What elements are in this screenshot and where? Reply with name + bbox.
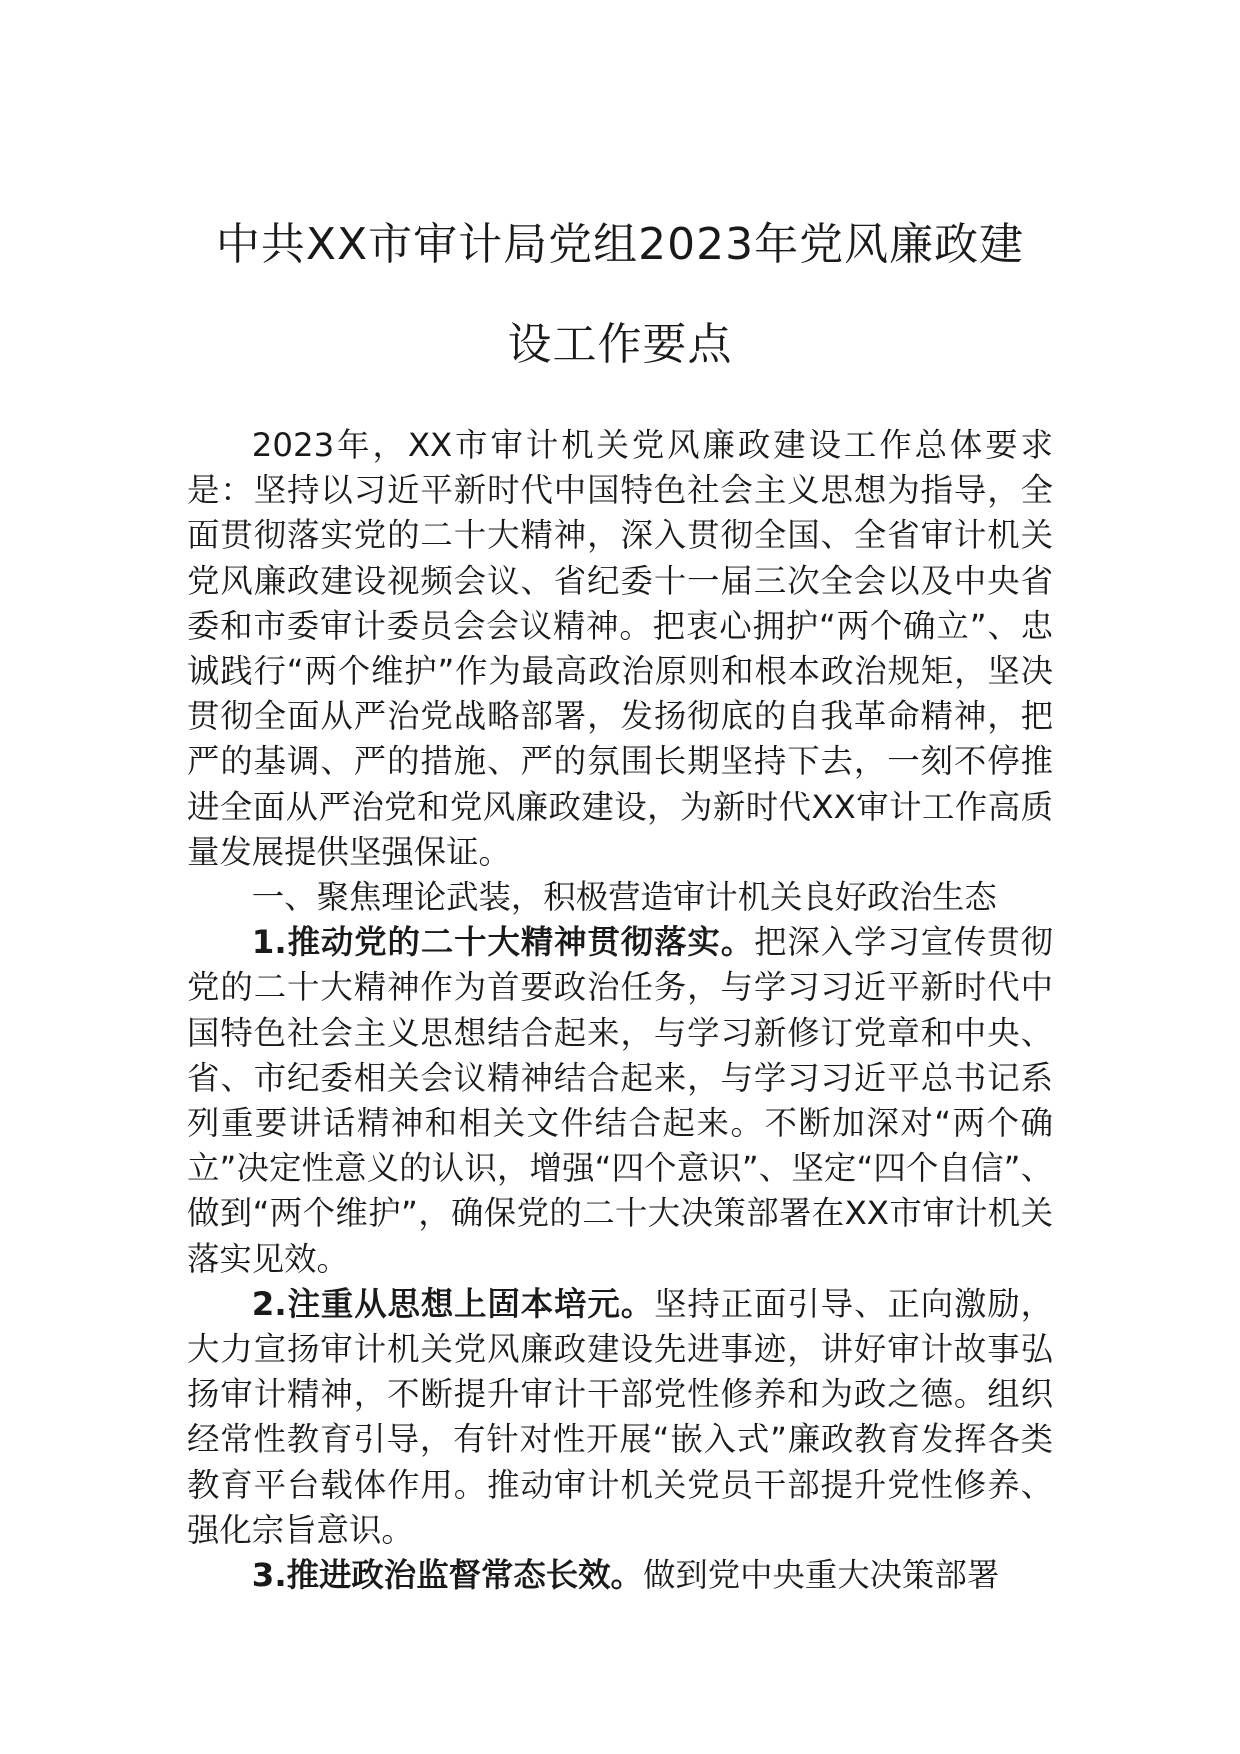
title-line-2: 设工作要点 <box>507 319 733 370</box>
section-heading-1: 一、聚焦理论武装，积极营造审计机关良好政治生态 <box>251 878 997 917</box>
document-body <box>187 423 1053 1598</box>
item-2-text: 坚持正面引导、正向激励，大力宣扬审计机关党风廉政建设先进事迹，讲好审计故事弘扬审计精神，不断提升审计干部党性修养和为政之德。组织经常性教育引导，有针对性开展“嵌入式”廉政教育发挥各类教育平台载体作用。推动审计机关党员干部提升党性修养、强化宗旨意识。 <box>187 1284 1054 1549</box>
item-2-title: 2.注重从思想上固本培元。 <box>251 1284 655 1323</box>
item-1-title: 1.推动党的二十大精神贯彻落实。 <box>251 923 755 962</box>
item-3-title: 3.推进政治监督常态长效。 <box>251 1556 643 1595</box>
item-1-paragraph <box>187 920 1053 1282</box>
item-3-paragraph <box>187 1553 1053 1598</box>
item-1-text: 把深入学习宣传贯彻党的二十大精神作为首要政治任务，与学习习近平新时代中国特色社会主义思想结合起来，与学习新修订党章和中央、省、市纪委相关会议精神结合起来，与学习习近平总书记系列重要讲话精神和相关文件结合起来。不断加深对“两个确立”决定性意义的认识，增强“四个意识”、坚定“四个自信”、做到“两个维护”，确保党的二十大决策部署在XX市审计机关落实见效。 <box>187 923 1054 1278</box>
item-2-paragraph <box>187 1282 1053 1553</box>
item-3-text: 做到党中央重大决策部署 <box>642 1556 1000 1595</box>
intro-paragraph: 2023年，XX市审计机关党风廉政建设工作总体要求是：坚持以习近平新时代中国特色社会主义思想为指导，全面贯彻落实党的二十大精神，深入贯彻全国、全省审计机关党风廉政建设视频会议、省纪委十一届三次全会以及中央省委和市委审计委员会会议精神。把衷心拥护“两个确立”、忠诚践行“两个维护”作为最高政治原则和根本政治规矩，坚决贯彻全面从严治党战略部署，发扬彻底的自我革命精神，把严的基调、严的措施、严的氛围长期坚持下去，一刻不停推进全面从严治党和党风廉政建设，为新时代XX审计工作高质量发展提供坚强保证。 <box>187 426 1053 871</box>
document-title <box>150 195 1090 395</box>
title-line-1: 中共XX市审计局党组2023年党风廉政建 <box>215 219 1025 270</box>
